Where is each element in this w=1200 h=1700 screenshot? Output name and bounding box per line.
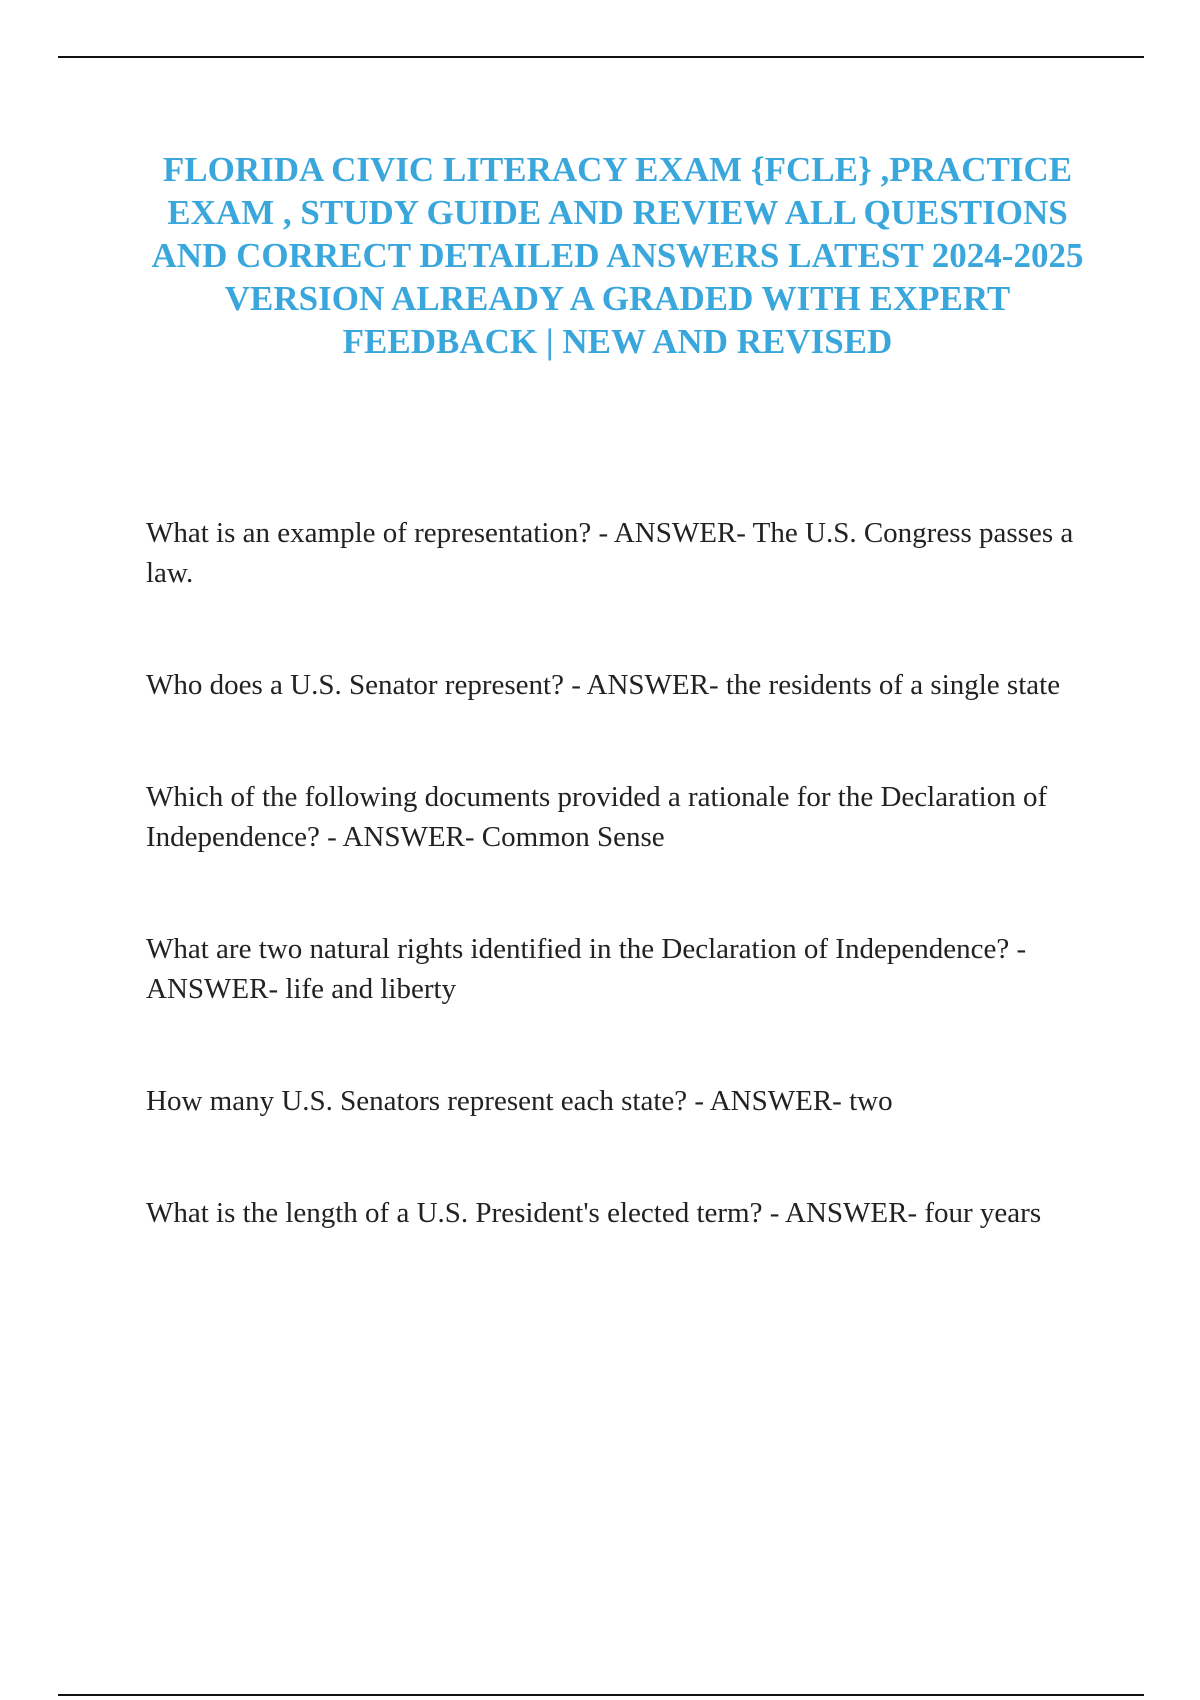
qa-item-5: How many U.S. Senators represent each state? - ANSWER- two [146,1085,893,1117]
document-title: FLORIDA CIVIC LITERACY EXAM {FCLE} ,PRACTICE EXAM , STUDY GUIDE AND REVIEW ALL QUESTIONS AND CORRECT DETAILED ANSWERS LATEST 2024-2025 VERSION ALREADY A GRADED WITH EXPERT FEEDBACK | NEW AND REVISED [151,150,1084,361]
top-rule [58,56,1144,58]
question-answer-list [146,513,1106,1233]
qa-item-4: What are two natural rights identified in the Declaration of Independence? - ANSWER- life and liberty [146,933,1027,1005]
qa-item-1: What is an example of representation? - ANSWER- The U.S. Congress passes a law. [146,517,1074,589]
bottom-rule [58,1694,1144,1696]
qa-item-3: Which of the following documents provided a rationale for the Declaration of Independence? - ANSWER- Common Sense [146,781,1048,853]
qa-item-2: Who does a U.S. Senator represent? - ANSWER- the residents of a single state [146,669,1061,701]
qa-item-6: What is the length of a U.S. President's elected term? - ANSWER- four years [146,1197,1042,1229]
